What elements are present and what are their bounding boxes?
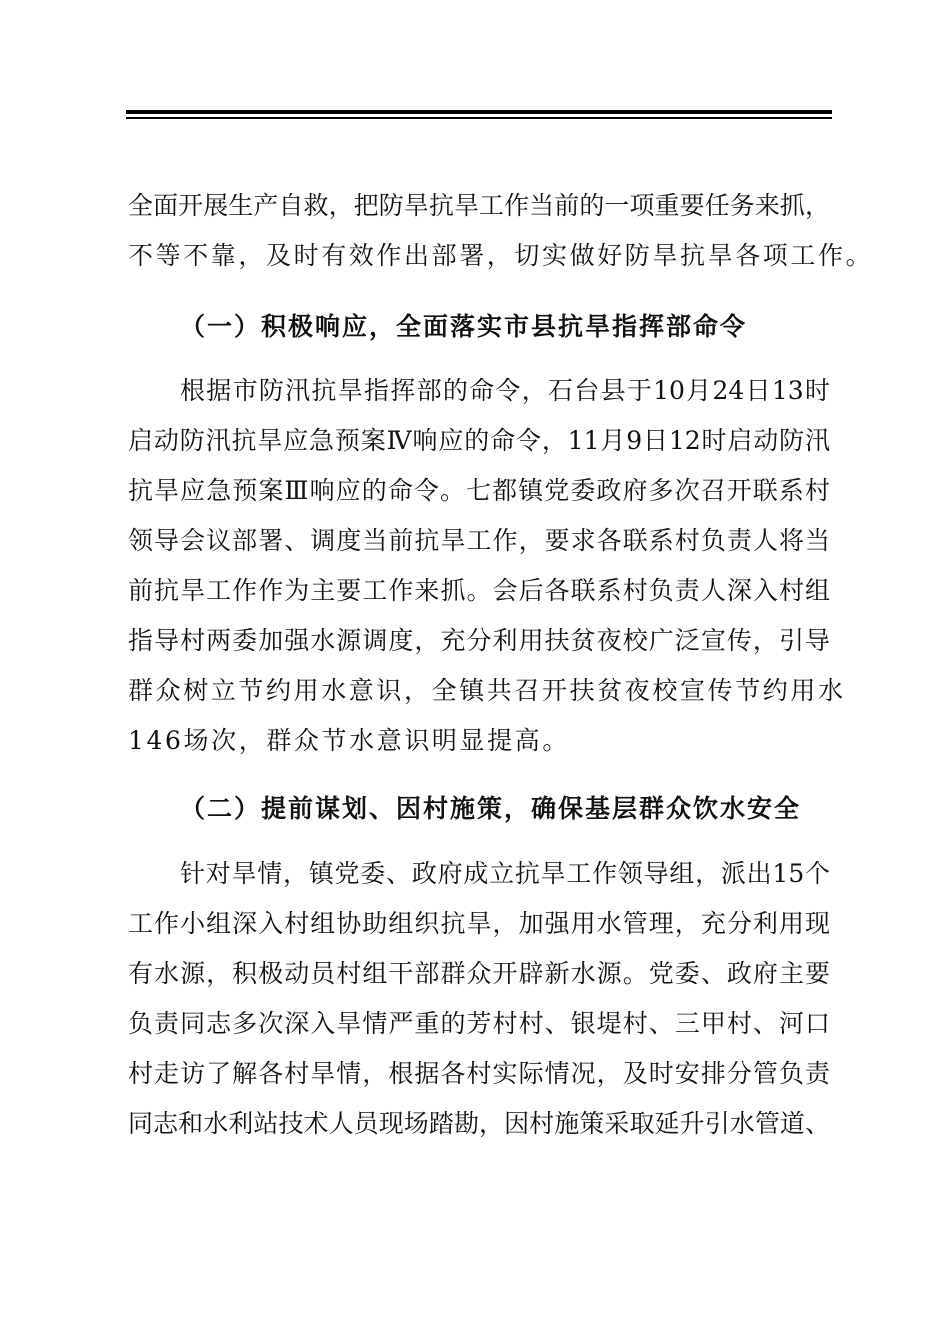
header-rule-thin <box>126 117 832 119</box>
paragraph-line: 抗旱应急预案Ⅲ响应的命令。七都镇党委政府多次召开联系村 <box>128 476 830 505</box>
section-heading-2: （二）提前谋划、因村施策，确保基层群众饮水安全 <box>180 794 802 823</box>
paragraph-line: 群众树立节约用水意识，全镇共召开扶贫夜校宣传节约用水 <box>128 676 846 705</box>
paragraph-line: 不等不靠，及时有效作出部署，切实做好防旱抗旱各项工作。 <box>128 241 874 270</box>
paragraph-line: 负责同志多次深入旱情严重的芳村村、银堤村、三甲村、河口 <box>128 1009 830 1038</box>
paragraph-line: 针对旱情，镇党委、政府成立抗旱工作领导组，派出15个 <box>180 859 830 888</box>
paragraph-line: 村走访了解各村旱情，根据各村实际情况，及时安排分管负责 <box>128 1059 830 1088</box>
paragraph-line: 工作小组深入村组协助组织抗旱，加强用水管理，充分利用现 <box>128 909 830 938</box>
paragraph-line: 146场次，群众节水意识明显提高。 <box>128 726 570 755</box>
paragraph-line: 指导村两委加强水源调度，充分利用扶贫夜校广泛宣传，引导 <box>128 626 830 655</box>
paragraph-line: 有水源，积极动员村组干部群众开辟新水源。党委、政府主要 <box>128 959 830 988</box>
paragraph-line: 根据市防汛抗旱指挥部的命令，石台县于10月24日13时 <box>180 376 830 405</box>
header-rule-thick <box>126 110 832 114</box>
paragraph-line: 领导会议部署、调度当前抗旱工作，要求各联系村负责人将当 <box>128 526 830 555</box>
paragraph-line: 启动防汛抗旱应急预案Ⅳ响应的命令，11月9日12时启动防汛 <box>128 426 830 455</box>
paragraph-line: 前抗旱工作作为主要工作来抓。会后各联系村负责人深入村组 <box>128 576 830 605</box>
paragraph-line: 全面开展生产自救，把防旱抗旱工作当前的一项重要任务来抓， <box>128 191 830 220</box>
paragraph-line: 同志和水利站技术人员现场踏勘，因村施策采取延升引水管道、 <box>128 1109 830 1138</box>
section-heading-1: （一）积极响应，全面落实市县抗旱指挥部命令 <box>180 312 748 341</box>
